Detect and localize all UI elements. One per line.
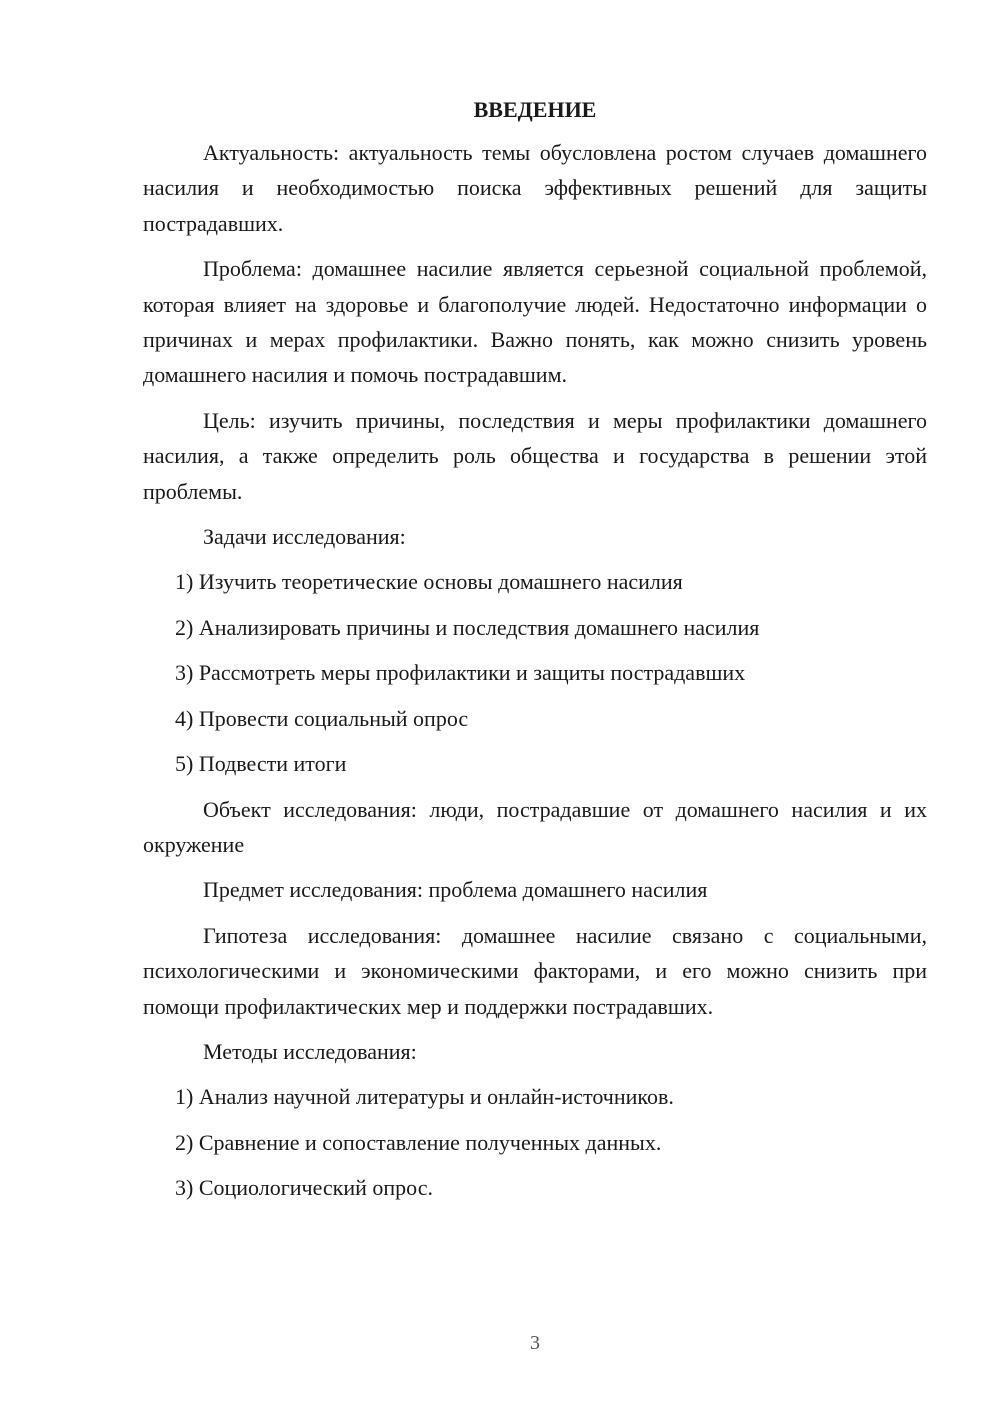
- list-item: 5) Подвести итоги: [175, 751, 347, 777]
- tasks-list: [143, 564, 927, 781]
- page-number: 3: [530, 1332, 540, 1354]
- paragraph-subject: Предмет исследования: проблема домашнего насилия: [203, 877, 708, 903]
- paragraph-goal: Цель: изучить причины, последствия и меры профилактики домашнего насилия, а также определить роль общества и государства в решении этой проблемы.: [143, 407, 927, 504]
- methods-heading: Методы исследования:: [203, 1038, 417, 1064]
- paragraph-hypothesis: Гипотеза исследования: домашнее насилие связано с социальными, психологическими и экономическими факторами, и его можно снизить при помощи профилактических мер и поддержки пострадавших.: [143, 922, 927, 1019]
- methods-list: [143, 1079, 927, 1205]
- paragraph-object: Объект исследования: люди, пострадавшие от домашнего насилия и их окружение: [143, 796, 927, 857]
- tasks-heading: Задачи исследования:: [203, 524, 406, 550]
- list-item: 2) Анализировать причины и последствия домашнего насилия: [175, 614, 760, 640]
- list-item: 1) Анализ научной литературы и онлайн-источников.: [175, 1084, 674, 1110]
- paragraph-relevance: Актуальность: актуальность темы обусловлена ростом случаев домашнего насилия и необходимостью поиска эффективных решений для защиты пострадавших.: [143, 140, 927, 236]
- list-item: 2) Сравнение и сопоставление полученных данных.: [175, 1129, 662, 1155]
- list-item: 4) Провести социальный опрос: [175, 705, 469, 731]
- page-title: ВВЕДЕНИЕ: [473, 97, 597, 122]
- list-item: 1) Изучить теоретические основы домашнего насилия: [175, 569, 683, 595]
- document-page: [143, 92, 927, 1216]
- list-item: 3) Социологический опрос.: [175, 1175, 433, 1201]
- paragraph-problem: Проблема: домашнее насилие является серьезной социальной проблемой, которая влияет на здоровье и благополучие людей. Недостаточно информации о причинах и мерах профилактики. Важно понять, как можно снизить уровень домашнего насилия и помочь пострадавшим.: [143, 256, 927, 388]
- list-item: 3) Рассмотреть меры профилактики и защиты пострадавших: [175, 660, 746, 686]
